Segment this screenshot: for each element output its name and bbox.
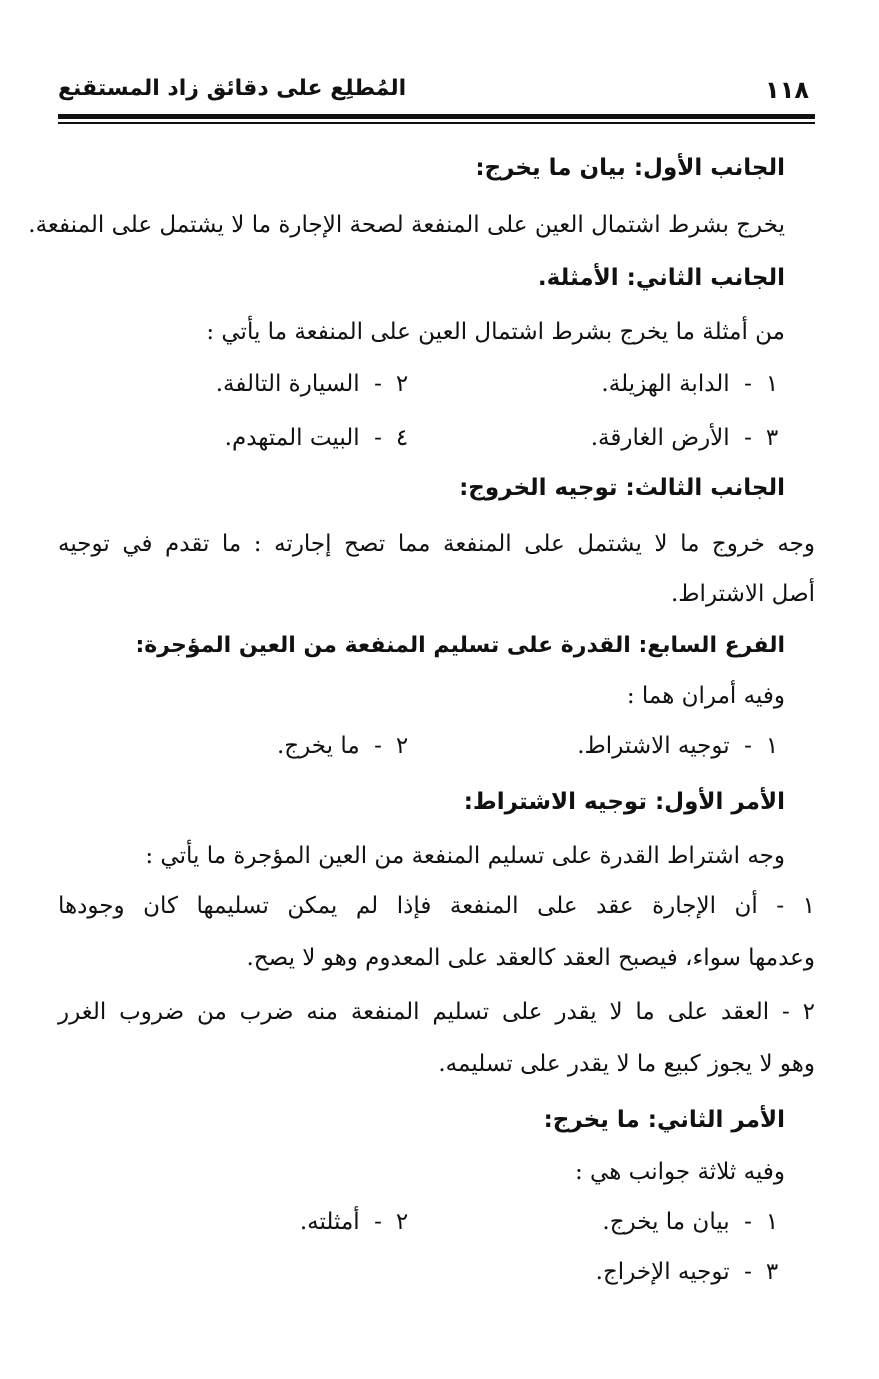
- item-number: ١: [765, 1209, 779, 1235]
- aspect3-text-line1: وجه خروج ما لا يشتمل على المنفعة مما تصح إجارته : ما تقدم في توجيه: [58, 531, 815, 557]
- matter1-point2-line1: ٢ - العقد على ما لا يقدر على تسليم المنفعة منه ضرب من ضروب الغرر: [58, 999, 815, 1025]
- aspect2-intro: من أمثلة ما يخرج بشرط اشتمال العين على المنفعة ما يأتي :: [206, 319, 785, 345]
- item-number: ٢: [395, 733, 409, 759]
- matter2-item: [596, 1256, 785, 1289]
- aspect1-text: يخرج بشرط اشتمال العين على المنفعة لصحة الإجارة ما لا يشتمل على المنفعة.: [28, 212, 785, 238]
- branch7-heading: الفرع السابع: القدرة على تسليم المنفعة من العين المؤجرة:: [135, 633, 785, 658]
- dash: -: [744, 733, 752, 759]
- matter2-intro: وفيه ثلاثة جوانب هي :: [575, 1159, 785, 1185]
- example-number: ٤: [395, 425, 409, 451]
- aspect1-heading: الجانب الأول: بيان ما يخرج:: [475, 155, 785, 181]
- item-number: ٢: [395, 1209, 409, 1235]
- matter2-heading: الأمر الثاني: ما يخرج:: [543, 1107, 785, 1133]
- matter2-item: [602, 1206, 785, 1239]
- example-text: البيت المتهدم.: [224, 425, 360, 451]
- aspect3-text-line2: أصل الاشتراط.: [670, 581, 815, 607]
- item-text: ما يخرج.: [276, 733, 360, 759]
- branch7-item: [577, 730, 785, 763]
- header-rule-thin: [58, 122, 815, 124]
- branch7-intro: وفيه أمران هما :: [626, 683, 785, 709]
- aspect2-heading: الجانب الثاني: الأمثلة.: [537, 265, 785, 291]
- dash: -: [374, 1209, 382, 1235]
- example-text: السيارة التالفة.: [215, 371, 360, 397]
- matter1-point1-line1: ١ - أن الإجارة عقد على المنفعة فإذا لم يمكن تسليمها كان وجودها: [58, 893, 815, 919]
- page-header: [58, 76, 815, 116]
- matter1-intro: وجه اشتراط القدرة على تسليم المنفعة من العين المؤجرة ما يأتي :: [145, 843, 785, 869]
- page-number: ١١٨: [765, 76, 809, 104]
- branch7-item: [277, 730, 415, 763]
- dash: -: [374, 425, 382, 451]
- example-text: الدابة الهزيلة.: [601, 371, 730, 397]
- dash: -: [744, 371, 752, 397]
- matter2-item: [300, 1206, 415, 1239]
- example-number: ٢: [395, 371, 409, 397]
- example-number: ٣: [765, 425, 779, 451]
- matter1-point1-line2: وعدمها سواء، فيصبح العقد كالعقد على المعدوم وهو لا يصح.: [246, 945, 815, 971]
- matter1-point2-line2: وهو لا يجوز كبيع ما لا يقدر على تسليمه.: [438, 1051, 815, 1077]
- header-rule-thick: [58, 114, 815, 119]
- dash: -: [374, 733, 382, 759]
- item-text: توجيه الاشتراط.: [577, 733, 730, 759]
- example-number: ١: [765, 371, 779, 397]
- dash: -: [744, 425, 752, 451]
- item-number: ٣: [765, 1259, 779, 1285]
- dash: -: [744, 1209, 752, 1235]
- example-item: [591, 422, 785, 455]
- example-item: [216, 368, 415, 401]
- running-title: المُطلِع على دقائق زاد المستقنع: [58, 76, 407, 101]
- item-text: أمثلته.: [299, 1209, 360, 1235]
- dash: -: [744, 1259, 752, 1285]
- dash: -: [374, 371, 382, 397]
- item-text: توجيه الإخراج.: [595, 1259, 730, 1285]
- matter1-heading: الأمر الأول: توجيه الاشتراط:: [463, 789, 785, 815]
- example-item: [601, 368, 785, 401]
- example-text: الأرض الغارقة.: [590, 425, 730, 451]
- item-text: بيان ما يخرج.: [602, 1209, 730, 1235]
- aspect3-heading: الجانب الثالث: توجيه الخروج:: [459, 475, 785, 501]
- item-number: ١: [765, 733, 779, 759]
- example-item: [225, 422, 415, 455]
